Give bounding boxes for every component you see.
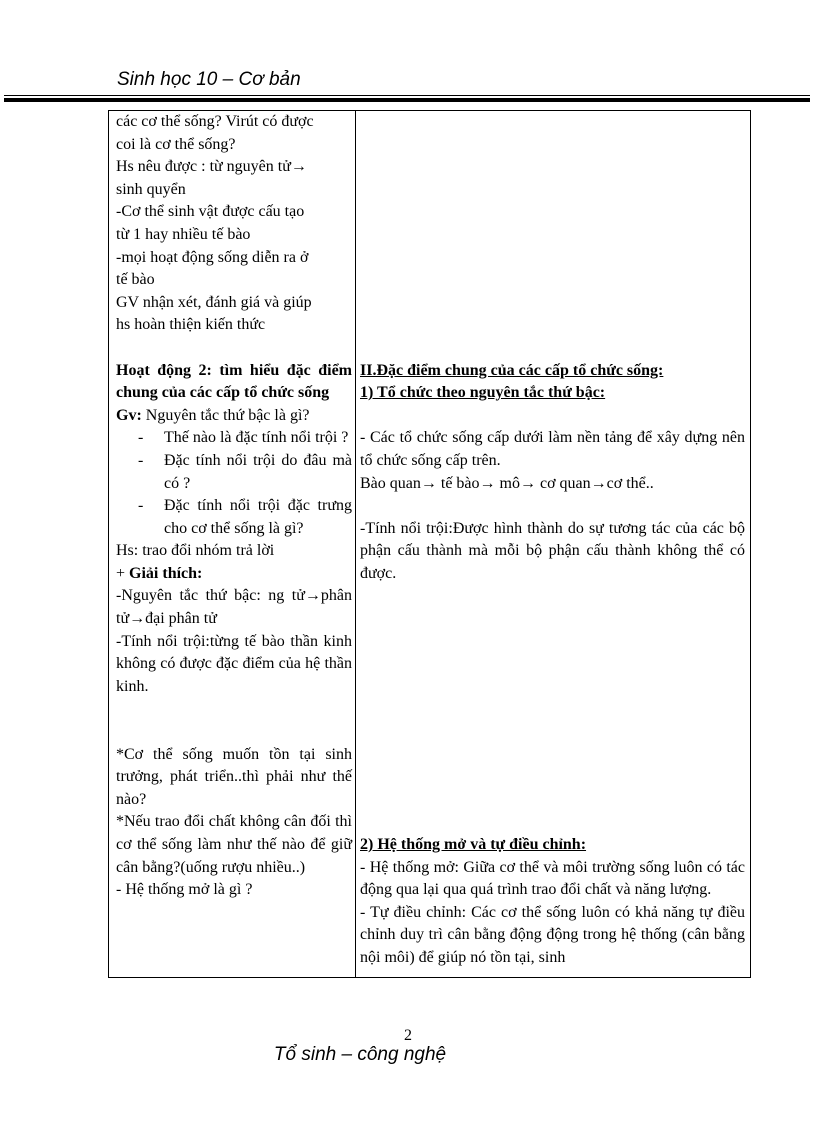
gv-label: Gv: [116,406,142,424]
explain-item: -Nguyên tắc thứ bậc: ng tử→phân tử→đại phân tử [116,587,352,628]
intro-line: từ 1 hay nhiều tế bào [116,225,251,243]
question-item: - Đặc tính nổi trội do đâu mà có ? [138,451,352,492]
footer-title: Tổ sinh – công nghệ [273,1044,447,1065]
question-item: - Thế nào là đặc tính nổi trội ? [138,429,349,447]
intro-line: sinh quyển [116,180,186,198]
gv-question-text: Nguyên tắc thứ bậc là gì? [141,406,310,424]
subsection-2-title: 2) Hệ thống mở và tự điều chỉnh: [360,836,587,853]
content-column [360,111,745,970]
question-what-open-system: - Hệ thống mở là gì ? [116,881,253,899]
gv-question [116,405,352,428]
intro-line: coi là cơ thể sống? [116,135,236,153]
question-item-text: Đặc tính nổi trội do đâu mà có ? [164,451,352,492]
intro-line: hs hoàn thiện kiến thức [116,316,266,334]
question-item: - Đặc tính nổi trội đặc trưng cho cơ thể sống là gì? [138,497,352,537]
intro-line: Hs nêu được : từ nguyên tử→ [116,158,307,176]
subsection-2-self-regulation: - Tự điều chỉnh: Các cơ thể sống luôn có khả năng tự điều chỉnh duy trì cân bằng động động trong hệ thống (cân bằng nội môi) để giúp nó tồn tại, sinh [360,903,745,966]
question-balance: *Nếu trao đổi chất không cân đối thì cơ thể sống làm như thế nào để giữ cân bằng?(uống rượu nhiều..) [116,813,352,876]
question-item-text: Đặc tính nổi trội đặc trưng cho cơ thể sống là gì? [164,497,352,537]
question-open-system: *Cơ thể sống muốn tồn tại sinh trưởng, phát triển..thì phải như thế nào? [116,745,352,808]
explain-item: -Tính nổi trội:từng tế bào thần kinh không có được đặc điểm của hệ thần kinh. [116,632,352,695]
intro-line: -mọi hoạt động sống diễn ra ở [116,248,309,266]
header-title: Sinh học 10 – Cơ bản [117,69,301,90]
column-divider [355,111,356,977]
intro-line: các cơ thể sống? Virút có được [116,113,314,130]
subsection-1-para: - Các tổ chức sống cấp dưới làm nền tảng để xây dựng nên tổ chức sống cấp trên. [360,429,745,469]
explain-heading [116,563,352,586]
section-title: II.Đặc điểm chung của các cấp tổ chức sống: [360,361,664,379]
question-item-text: Thế nào là đặc tính nổi trội ? [164,429,349,447]
subsection-1-emergent: -Tính nổi trội:Được hình thành do sự tương tác của các bộ phận cấu thành mà mỗi bộ phận cấu thành không thể có được. [360,519,745,582]
intro-line: tế bào [116,271,155,289]
explain-prefix: + [116,564,130,582]
lesson-table [108,110,751,978]
teacher-student-activity-column [116,111,352,902]
activity-2-title: Hoạt động 2: tìm hiểu đặc điểm chung của các cấp tổ chức sống [116,361,352,402]
intro-line: GV nhận xét, đánh giá và giúp [116,293,312,311]
subsection-1-chain: Bào quan→ tế bào→ mô→ cơ quan→cơ thể.. [360,474,654,492]
header-rule-thin [4,95,810,96]
hs-answer: Hs: trao đổi nhóm trả lời [116,542,275,560]
header-rule-thick [4,98,810,102]
subsection-1-title: 1) Tổ chức theo nguyên tắc thứ bậc: [360,384,606,402]
page-number: 2 [404,1027,412,1044]
intro-line: -Cơ thể sinh vật được cấu tạo [116,203,305,221]
explain-label: Giải thích: [129,564,203,582]
subsection-2-open-system: - Hệ thống mở: Giữa cơ thể và môi trường sống luôn có tác động qua lại qua quá trình trao đổi chất và năng lượng. [360,858,745,899]
